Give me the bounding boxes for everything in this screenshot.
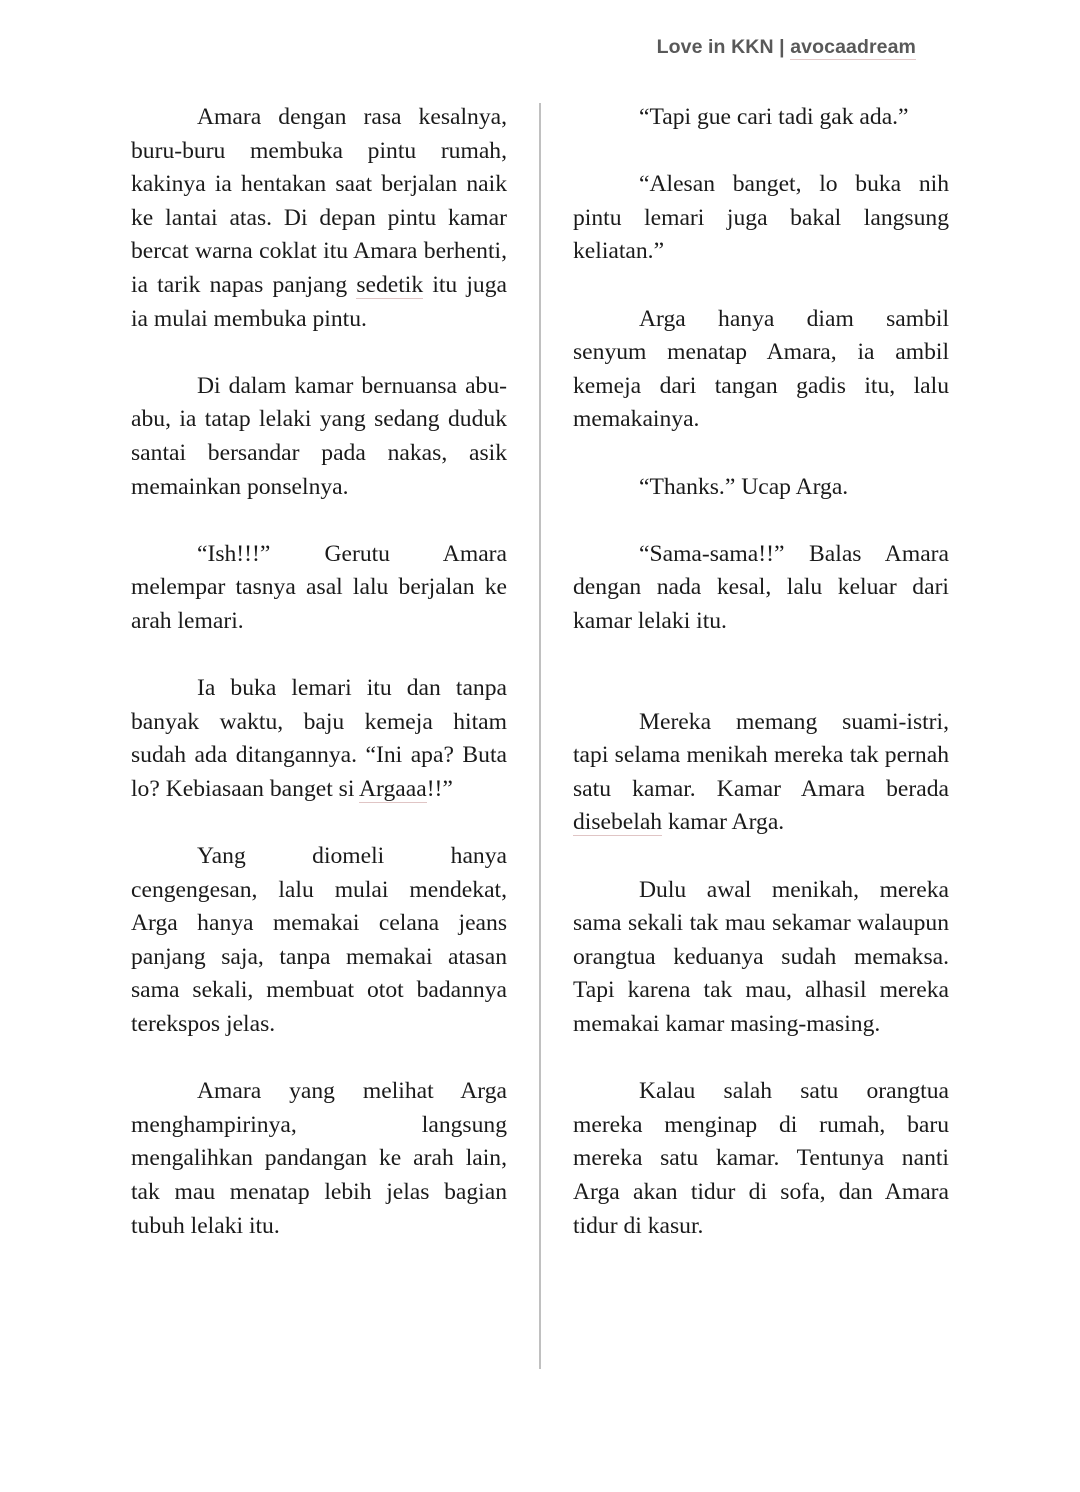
book-title: Love in KKN — [656, 36, 774, 58]
header-separator: | — [773, 36, 791, 58]
column-divider — [539, 103, 541, 1369]
paragraph: Yang diomeli hanya cengengesan, lalu mulai mendekat, Arga hanya memakai celana jeans panjang saja, tanpa memakai atasan sama sekali, membuat otot badannya terekspos jelas. — [131, 843, 507, 1038]
paragraph — [131, 101, 507, 336]
paragraph-text: Mereka memang suami-istri, tapi selama menikah mereka tak pernah satu kamar. Kamar Amara berada — [573, 708, 949, 802]
paragraph: “Sama-sama!!” Balas Amara dengan nada kesal, lalu keluar dari kamar lelaki itu. — [573, 540, 949, 634]
spellcheck-word: Argaaa — [359, 775, 427, 802]
paragraph-text: itu juga ia mulai membuka pintu. — [131, 271, 508, 332]
paragraph: Di dalam kamar bernuansa abu-abu, ia tatap lelaki yang sedang duduk santai bersandar pada nakas, asik memainkan ponselnya. — [131, 372, 507, 500]
page-header — [540, 36, 916, 59]
paragraph: “Ish!!!” Gerutu Amara melempar tasnya asal lalu berjalan ke arah lemari. — [131, 540, 507, 634]
paragraph-text: kamar Arga. — [662, 809, 785, 836]
paragraph — [573, 706, 949, 840]
left-column — [131, 101, 507, 1277]
paragraph: “Alesan banget, lo buka nih pintu lemari juga bakal langsung keliatan.” — [573, 171, 949, 265]
paragraph — [131, 672, 507, 806]
paragraph: Kalau salah satu orangtua mereka menginap di rumah, baru mereka satu kamar. Tentunya nanti Arga akan tidur di sofa, dan Amara tidur di kasur. — [573, 1078, 949, 1239]
author-name: avocaadream — [790, 36, 916, 58]
paragraph: Amara yang melihat Arga menghampirinya, langsung mengalihkan pandangan ke arah lain, tak mau menatap lebih jelas bagian tubuh lelaki itu. — [131, 1078, 507, 1239]
paragraph-text: Ia buka lemari itu dan tanpa banyak waktu, baju kemeja hitam sudah ada ditangannya. “Ini apa? Buta lo? Kebiasaan banget si — [131, 675, 507, 802]
paragraph: Dulu awal menikah, mereka sama sekali tak mau sekamar walaupun orangtua keduanya sudah memaksa. Tapi karena tak mau, alhasil mereka memakai kamar masing-masing. — [573, 876, 949, 1038]
spellcheck-word: disebelah — [573, 809, 663, 836]
paragraph: “Tapi gue cari tadi gak ada.” — [639, 104, 909, 130]
right-column — [573, 101, 949, 1277]
paragraph-text: !!” — [426, 775, 453, 802]
paragraph: Arga hanya diam sambil senyum menatap Amara, ia ambil kemeja dari tangan gadis itu, lalu memakainya. — [573, 305, 949, 433]
paragraph: “Thanks.” Ucap Arga. — [639, 473, 849, 500]
spellcheck-word: sedetik — [356, 271, 424, 298]
paragraph-text: Amara dengan rasa kesalnya, buru-buru membuka pintu rumah, kakinya ia hentakan saat berjalan naik ke lantai atas. Di depan pintu kamar bercat warna coklat itu Amara berhenti, ia tarik napas panjang — [131, 104, 507, 298]
